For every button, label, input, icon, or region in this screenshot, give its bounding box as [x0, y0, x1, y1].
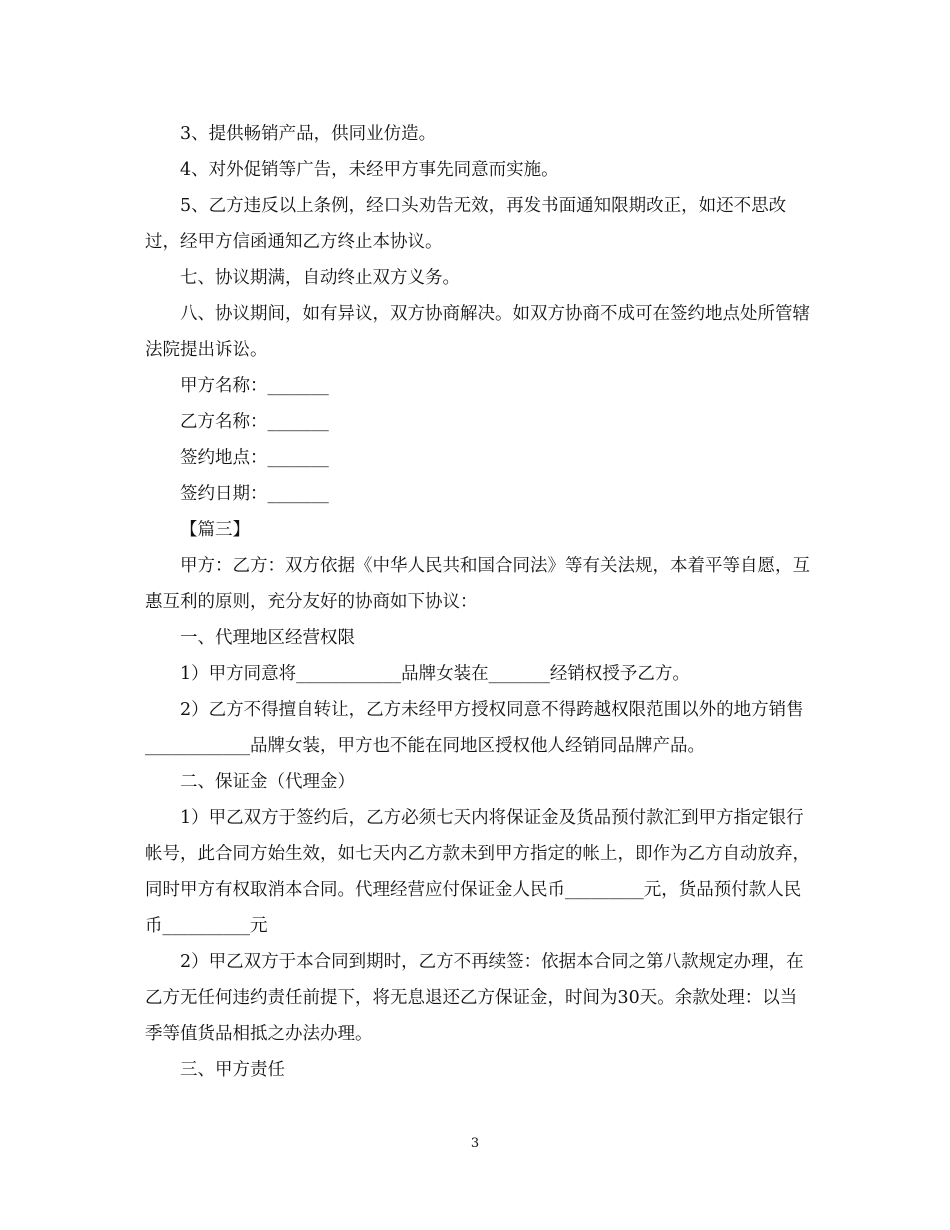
section-heading: 【篇三】 — [180, 520, 250, 540]
signature-field-location: 签约地点：_______ — [180, 448, 329, 468]
page-number: 3 — [470, 1136, 480, 1151]
paragraph: 4、对外促销等广告，未经甲方事先同意而实施。 — [180, 160, 559, 180]
signature-field-date: 签约日期：_______ — [180, 484, 329, 504]
signature-field-party-b: 乙方名称：_______ — [180, 412, 329, 432]
paragraph: 5、乙方违反以上条例，经口头劝告无效，再发书面通知限期改正，如还不思改过，经甲方信函通知乙方终止本协议。 — [145, 196, 787, 252]
clause-heading: 二、保证金（代理金） — [180, 772, 355, 792]
paragraph: 八、协议期间，如有异议，双方协商解决。如双方协商不成可在签约地点处所管辖法院提出诉讼。 — [145, 304, 810, 360]
paragraph: 1）甲方同意将____________品牌女装在_______经销权授予乙方。 — [180, 664, 690, 684]
paragraph: 甲方：乙方：双方依据《中华人民共和国合同法》等有关法规，本着平等自愿，互惠互利的原则，充分友好的协商如下协议： — [145, 556, 810, 612]
clause-heading: 三、甲方责任 — [180, 1060, 285, 1080]
document-body — [145, 116, 810, 1088]
signature-field-party-a: 甲方名称：_______ — [180, 376, 329, 396]
paragraph: 2）乙方不得擅自转让，乙方未经甲方授权同意不得跨越权限范围以外的地方销售____________品牌女装，甲方也不能在同地区授权他人经销同品牌产品。 — [145, 700, 804, 756]
paragraph: 2）甲乙双方于本合同到期时，乙方不再续签：依据本合同之第八款规定办理，在乙方无任何违约责任前提下，将无息退还乙方保证金，时间为30天。余款处理：以当季等值货品相抵之办法办理。 — [145, 952, 804, 1044]
paragraph: 1）甲乙双方于签约后，乙方必须七天内将保证金及货品预付款汇到甲方指定银行帐号，此合同方始生效，如七天内乙方款未到甲方指定的帐上，即作为乙方自动放弃，同时甲方有权取消本合同。代理经营应付保证金人民币_________元，货品预付款人民币__________元 — [145, 808, 810, 936]
paragraph: 七、协议期满，自动终止双方义务。 — [180, 268, 460, 288]
paragraph: 3、提供畅销产品，供同业仿造。 — [180, 124, 437, 144]
clause-heading: 一、代理地区经营权限 — [180, 628, 355, 648]
